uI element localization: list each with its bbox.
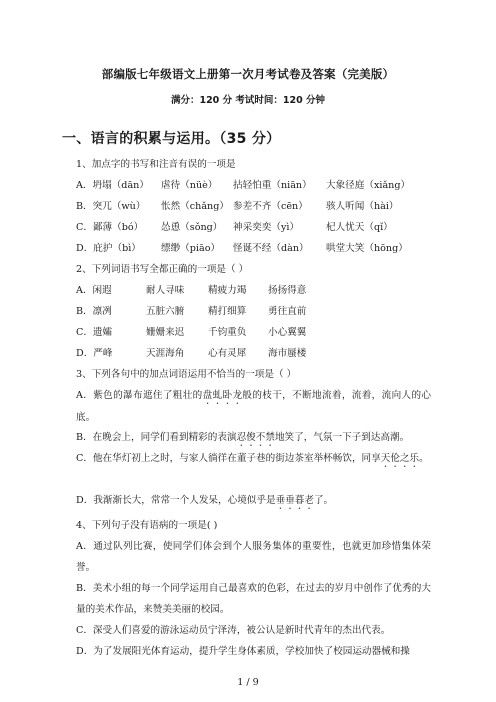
option-cell: 千钧重负 [208,327,247,338]
option-cell: 缥缈（piāo） [161,243,221,254]
option-cell: C．遗孀 [76,327,113,338]
option-cell: 虐待（nüè） [161,180,218,191]
option-cell: 骇人听闻（hài） [326,201,399,212]
option-text: B．在晚会上，同学们看到精彩的表演 [76,432,237,443]
option-cell: 拈轻怕重（niān） [233,180,312,191]
question-3-option-c [76,448,431,470]
option-cell: 参差不齐（cēn） [233,201,308,212]
option-cell: 天涯海角 [146,348,185,359]
option-cell: 杞人忧天（qǐ） [326,222,393,233]
question-3-option-b [76,427,431,449]
dotted-phrase: 盘虬卧龙 [202,390,243,401]
question-4-option-a: A．通过队列比赛，使同学们体会到个人服务集体的重要性，也就更加珍惜集体荣誉。 [76,541,431,573]
option-text: 地笑了，气氛一下子到达高潮。 [274,432,410,443]
option-text: C．他在华灯初上之时，与家人徜徉在董子巷的街边茶室举杯畅饮，同享 [76,453,381,464]
option-text: 般的枝干，不断地流着，流着，流向人的心底。 [76,390,432,423]
option-cell: A．闲遐 [76,285,112,296]
option-cell: B．凛冽 [76,306,112,317]
section-heading: 一、语言的积累与运用。（35 分） [62,131,281,147]
option-cell: 神采奕奕（yì） [233,222,300,233]
option-cell: 怪诞不经（dàn） [233,243,309,254]
option-cell: 精打细算 [208,306,247,317]
question-4-option-d: D．为了发展阳光体育运动，提升学生身体素质，学校加快了校园运动器械和操 [76,646,410,657]
option-text: 。 [419,453,429,464]
question-4-stem: 4、下列句子没有语病的一项是( ) [76,520,218,531]
option-cell: A．坍塌（dān） [76,180,149,191]
question-4-option-c: C．深受人们喜爱的游泳运动员宁泽涛，被公认是新时代青年的杰出代表。 [76,625,391,636]
option-cell: 姗姗来迟 [146,327,185,338]
option-cell: 海市蜃楼 [268,348,307,359]
option-cell: 五脏六腑 [146,306,185,317]
question-3-option-a [76,385,431,428]
option-cell: 心有灵犀 [208,348,247,359]
option-cell: 扬扬得意 [268,285,307,296]
option-cell: 小心翼翼 [268,327,307,338]
option-cell: B．突兀（wù） [76,201,146,212]
exam-info: 满分：120 分 考试时间：120 分钟 [170,95,326,106]
option-text: A．紫色的瀑布遮住了粗壮的 [76,390,203,401]
option-cell: 怂恿（sǒng） [161,222,223,233]
question-4-option-b: B．美术小组的每一个同学运用自己最喜欢的色彩，在过去的岁月中创作了优秀的大量的美术作品，来赞美美丽的校园。 [76,583,431,615]
option-cell: 耐人寻味 [146,285,185,296]
option-cell: 怅然（chǎng） [161,201,229,212]
option-cell: 大象径庭（xiǎng） [326,180,411,191]
dotted-phrase: 忍俊不禁 [236,432,275,443]
option-cell: D．严峰 [76,348,113,359]
page-number: 1 / 9 [237,677,259,688]
option-cell: 哄堂大笑（hōng） [326,243,408,254]
dotted-phrase: 垂垂暮老 [275,495,314,506]
option-cell: 勇往直前 [268,306,307,317]
option-cell: 精疲力竭 [208,285,247,296]
document-title: 部编版七年级语文上册第一次月考试卷及答案（完美版） [101,67,395,81]
question-3-stem: 3、下列各句中的加点词语运用不恰当的一项是（ ） [76,369,297,380]
option-cell: D．庇护（bì） [76,243,141,254]
question-3-option-d [76,490,431,512]
option-text: D．我渐渐长大，常常一个人发呆，心境似乎是 [76,495,276,506]
option-cell: C．鄙薄（bó） [76,222,144,233]
question-1-stem: 1、加点字的书写和注音有误的一项是 [76,159,236,170]
dotted-phrase: 天伦之乐 [380,453,420,464]
question-2-stem: 2、下列词语书写全都正确的一项是（ ） [76,264,249,275]
option-text: 了。 [313,495,334,506]
